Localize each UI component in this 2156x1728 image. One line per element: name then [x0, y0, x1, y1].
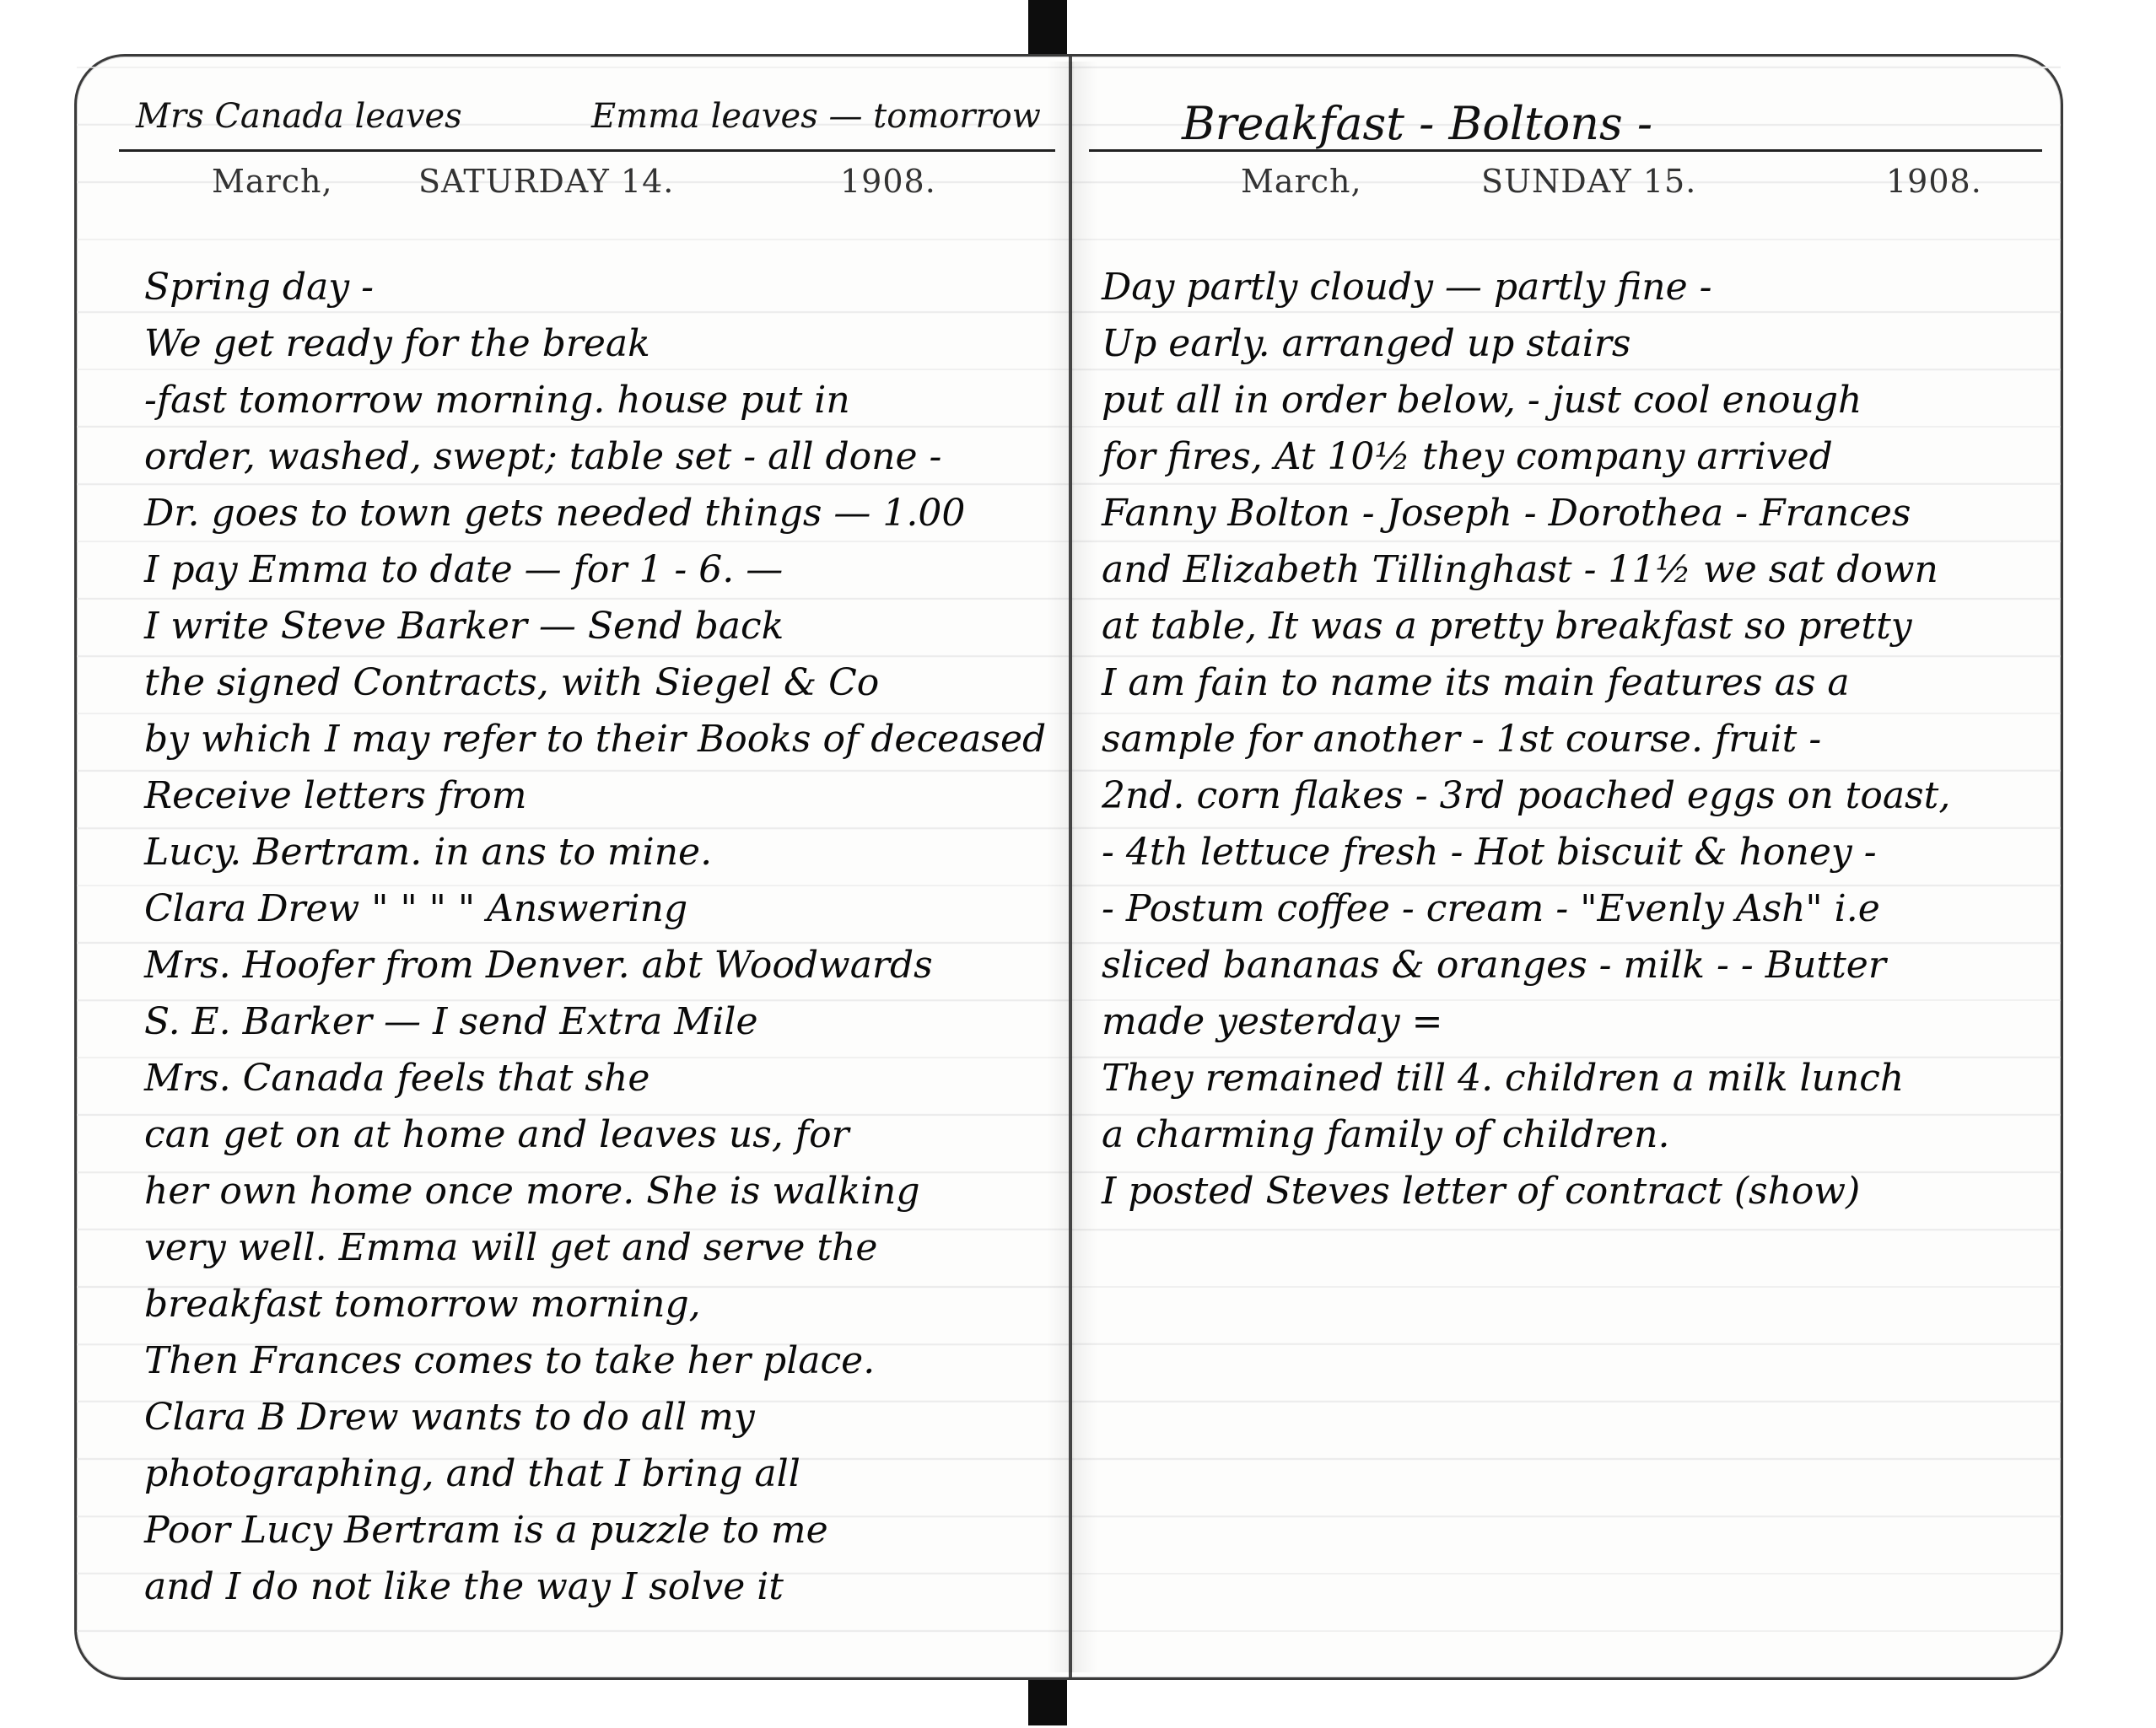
entry-line: a charming family of children.	[1102, 1113, 1670, 1156]
left-top-note-second: Emma leaves — tomorrow	[591, 97, 1041, 136]
left-entry	[144, 259, 1047, 1728]
entry-line: Fanny Bolton - Joseph - Dorothea - Frances	[1102, 492, 1911, 535]
right-top-note-text: Breakfast - Boltons -	[1182, 97, 1653, 150]
entry-line: S. E. Barker — I send Extra Mile	[144, 1000, 758, 1043]
right-top-note	[1089, 90, 2042, 152]
left-page	[77, 57, 1072, 1677]
entry-line: Lucy. Bertram. in ans to mine.	[144, 831, 713, 874]
entry-line: We get ready for the break	[144, 322, 650, 365]
entry-line: breakfast tomorrow morning,	[144, 1283, 701, 1326]
entry-line: Receive letters from	[144, 774, 527, 817]
entry-line: made yesterday =	[1102, 1000, 1443, 1043]
binding-tab-bottom	[1028, 1678, 1067, 1725]
entry-line: can get on at home and leaves us, for	[144, 1113, 849, 1156]
entry-line: put all in order below, - just cool enough	[1102, 379, 1862, 422]
entry-line: I posted Steves letter of contract (show)	[1102, 1170, 1861, 1213]
entry-line: order, washed, swept; table set - all done -	[144, 435, 942, 478]
entry-line: - Postum coffee - cream - "Evenly Ash" i.e	[1102, 887, 1880, 930]
entry-line: Spring day -	[144, 266, 375, 309]
entry-line: Mrs. Hoofer from Denver. abt Woodwards	[144, 944, 933, 987]
binding-tab-top	[1028, 0, 1067, 54]
entry-line: Clara Drew " " " " Answering	[144, 887, 688, 930]
entry-line: 2nd. corn flakes - 3rd poached eggs on toast,	[1102, 774, 1951, 817]
entry-line: I am fain to name its main features as a	[1102, 661, 1850, 704]
left-day: SATURDAY 14.	[418, 163, 675, 200]
left-month: March,	[212, 163, 333, 200]
entry-line: and I do not like the way I solve it	[144, 1565, 784, 1608]
entry-line: sample for another - 1st course. fruit -	[1102, 718, 1822, 761]
entry-line: photographing, and that I bring all	[144, 1452, 800, 1495]
entry-line: I pay Emma to date — for 1 - 6. —	[144, 548, 784, 591]
entry-line: Dr. goes to town gets needed things — 1.00	[144, 492, 966, 535]
entry-line: the signed Contracts, with Siegel & Co	[144, 661, 880, 704]
entry-line: - 4th lettuce fresh - Hot biscuit & honey -	[1102, 831, 1877, 874]
entry-line: Then Frances comes to take her place.	[144, 1339, 876, 1382]
entry-line: They remained till 4. children a milk lunch	[1102, 1057, 1905, 1100]
left-top-note	[119, 90, 1055, 152]
entry-line: at table, It was a pretty breakfast so pretty	[1102, 605, 1912, 648]
left-year: 1908.	[840, 163, 936, 200]
entry-line: Mrs. Canada feels that she	[144, 1057, 650, 1100]
entry-line: very well. Emma will get and serve the	[144, 1226, 878, 1269]
right-year: 1908.	[1886, 163, 1982, 200]
entry-line: sliced bananas & oranges - milk - - Butter	[1102, 944, 1886, 987]
right-date-header	[1241, 163, 2042, 213]
right-page	[1072, 57, 2061, 1677]
entry-line: Clara B Drew wants to do all my	[144, 1396, 755, 1439]
diary-spread	[74, 54, 2063, 1680]
entry-line: I write Steve Barker — Send back	[144, 605, 784, 648]
right-day: SUNDAY 15.	[1481, 163, 1697, 200]
entry-line: Poor Lucy Bertram is a puzzle to me	[144, 1509, 828, 1552]
left-date-header	[212, 163, 1055, 213]
entry-line: Day partly cloudy — partly fine -	[1102, 266, 1712, 309]
right-month: March,	[1241, 163, 1362, 200]
entry-line: her own home once more. She is walking	[144, 1170, 920, 1213]
entry-line: for fires, At 10½ they company arrived	[1102, 435, 1833, 478]
right-entry	[1102, 259, 1951, 1332]
entry-line: Up early. arranged up stairs	[1102, 322, 1631, 365]
left-top-note-first: Mrs Canada leaves	[136, 97, 462, 136]
entry-line: and Elizabeth Tillinghast - 11½ we sat down	[1102, 548, 1938, 591]
entry-line: -fast tomorrow morning. house put in	[144, 379, 850, 422]
entry-line: by which I may refer to their Books of deceased	[144, 718, 1047, 761]
